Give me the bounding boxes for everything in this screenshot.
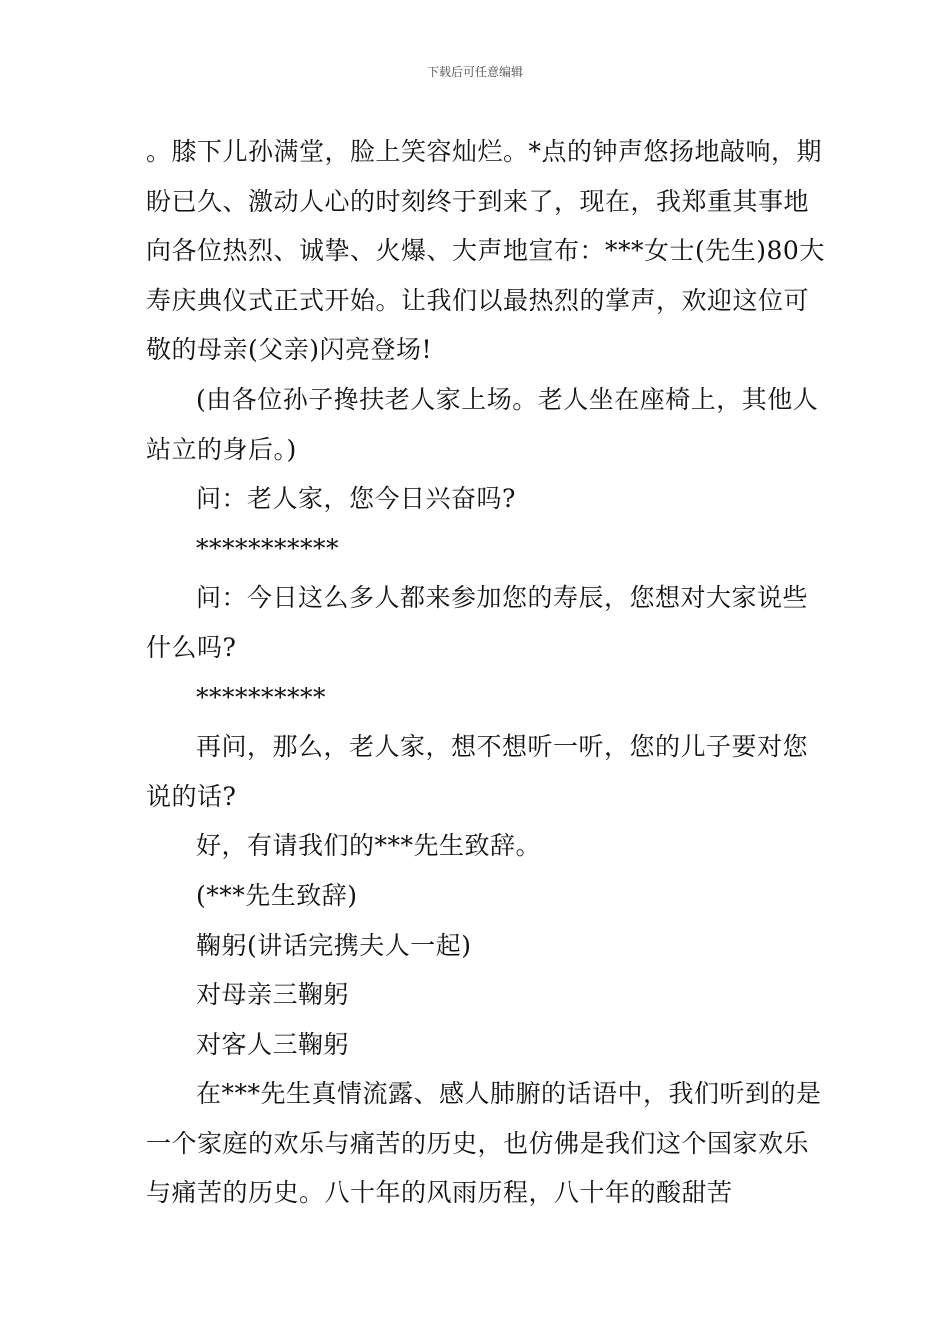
paragraph-stage-direction: (由各位孙子搀扶老人家上场。老人坐在座椅上，其他人站立的身后。) — [146, 384, 819, 464]
document-body — [146, 127, 826, 1218]
paragraph-bow-note: 鞠躬(讲话完携夫人一起) — [196, 930, 472, 960]
paragraph-bow-mother: 对母亲三鞠躬 — [196, 980, 350, 1010]
paragraph-answer-placeholder-2: ********** — [196, 682, 326, 712]
paragraph-question-excited: 问：老人家，您今日兴奋吗? — [196, 484, 516, 514]
paragraph-question-speech: 问：今日这么多人都来参加您的寿辰，您想对大家说些什么吗? — [146, 583, 809, 662]
paragraph-bow-guests: 对客人三鞠躬 — [196, 1029, 350, 1059]
paragraph-invite-speaker: 好，有请我们的***先生致辞。 — [196, 831, 542, 861]
paragraph-question-son: 再问，那么，老人家，想不想听一听，您的儿子要对您说的话? — [146, 732, 809, 811]
paragraph-answer-placeholder-1: *********** — [196, 533, 339, 563]
page-header: 下载后可任意编辑 — [426, 65, 523, 79]
paragraph-speaker-note: (***先生致辞) — [196, 880, 358, 910]
paragraph-reflection: 在***先生真情流露、感人肺腑的话语中，我们听到的是一个家庭的欢乐与痛苦的历史，也仿佛是我们这个国家欢乐与痛苦的历史。八十年的风雨历程，八十年的酸甜苦 — [146, 1079, 822, 1208]
paragraph-ceremony-opening: 。膝下儿孙满堂，脸上笑容灿烂。*点的钟声悠扬地敲响，期盼已久、激动人心的时刻终于到来了，现在，我郑重其事地向各位热烈、诚挚、火爆、大声地宣布：***女士(先生)80大寿庆典仪式正式开始。让我们以最热烈的掌声，欢迎这位可敬的母亲(父亲)闪亮登场! — [146, 137, 825, 365]
